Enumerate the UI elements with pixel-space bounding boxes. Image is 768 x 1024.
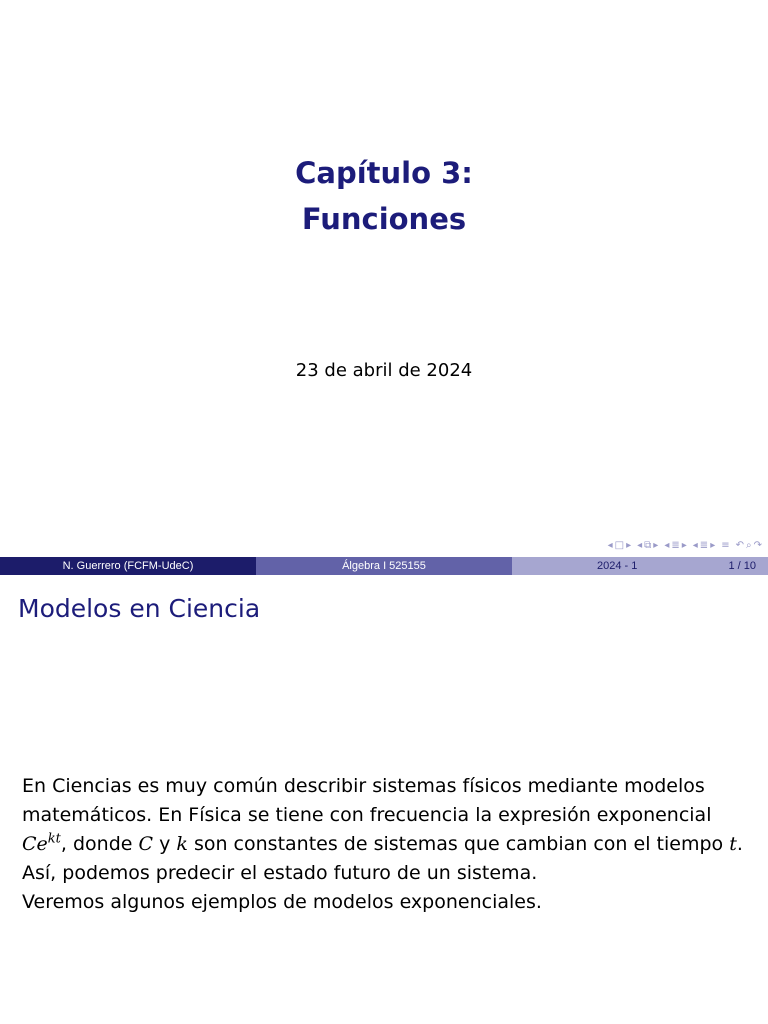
arrow-right-icon[interactable]: ▸ <box>626 539 632 551</box>
math-exponent: kt <box>47 831 61 847</box>
footer-info <box>512 557 768 575</box>
presentation-date: 23 de abril de 2024 <box>295 360 473 381</box>
math-k: k <box>176 833 188 855</box>
arrow-left-icon[interactable]: ◂ <box>607 539 613 551</box>
section-icon[interactable]: ≣ <box>671 539 680 551</box>
nav-part[interactable] <box>693 540 715 551</box>
arrow-left-icon[interactable]: ◂ <box>692 539 698 551</box>
math-t: t <box>729 833 737 855</box>
nav-search[interactable] <box>736 540 762 551</box>
frame-title: Modelos en Ciencia <box>18 594 261 623</box>
arrow-right-icon[interactable]: ▸ <box>681 539 687 551</box>
paragraph-examples: Veremos algunos ejemplos de modelos exponenciales. <box>22 891 542 913</box>
undo-icon[interactable]: ↶ <box>735 539 744 551</box>
arrow-left-icon[interactable]: ◂ <box>637 539 643 551</box>
redo-icon[interactable]: ↷ <box>753 539 762 551</box>
nav-subsection[interactable] <box>637 540 658 551</box>
align-icon[interactable]: ≡ <box>721 539 730 551</box>
slide-modelos <box>0 576 768 1024</box>
chapter-title: Capítulo 3: <box>295 156 473 190</box>
arrow-right-icon[interactable]: ▸ <box>710 539 716 551</box>
footer-bar <box>0 557 768 575</box>
arrow-left-icon[interactable]: ◂ <box>664 539 670 551</box>
nav-frame[interactable] <box>608 540 632 551</box>
part-icon[interactable]: ≣ <box>699 539 709 551</box>
math-e: e <box>36 833 48 855</box>
search-icon[interactable]: ⌕ <box>746 539 752 551</box>
footer-year: 2024 - 1 <box>597 560 638 572</box>
frame-icon[interactable]: □ <box>614 539 625 551</box>
math-C-2: C <box>138 833 154 855</box>
footer-author: N. Guerrero (FCFM-UdeC) <box>0 557 256 575</box>
title-block <box>0 150 768 242</box>
footer-page-number: 1 / 10 <box>728 560 756 572</box>
chapter-subtitle: Funciones <box>301 202 467 236</box>
math-C: C <box>22 833 37 855</box>
arrow-right-icon[interactable]: ▸ <box>653 539 659 551</box>
footer-course: Álgebra I 525155 <box>256 557 512 575</box>
stack-icon[interactable]: ⧉ <box>644 539 652 551</box>
nav-section[interactable] <box>664 540 686 551</box>
beamer-navigation <box>608 537 762 553</box>
slide-body <box>22 772 762 917</box>
paragraph-intro: En Ciencias es muy común describir sistemas físicos mediante modelos matemáticos. En Física se tiene con frecuencia la expresión exponencial $Ce^{kt}$, donde C y k son constantes de sistemas que cambian con el tiempo t. Así, podemos predecir el estado futuro de un sistema. <box>22 775 743 884</box>
